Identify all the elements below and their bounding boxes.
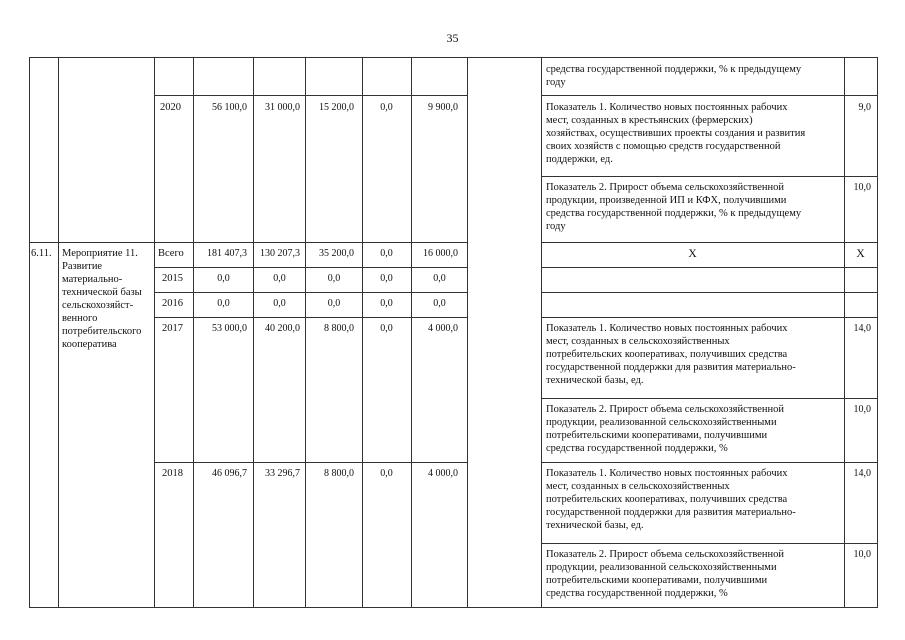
indicator-value: 10,0 [853,549,871,560]
value-cell: 0,0 [380,468,393,479]
measure-name-line: сельскохозяйст- [62,300,134,311]
cross-mark: Х [856,248,865,260]
indicator-text-line: Показатель 2. Прирост объема сельскохозяйственной [546,404,785,415]
year-cell: Всего [158,248,184,259]
indicator-text-line: своих хозяйств с помощью средств государственной [546,141,781,152]
measure-name-line: венного [62,313,98,324]
grid-line [29,57,877,58]
indicator-text-line: средства государственной поддержки, % к предыдущему [546,208,802,219]
grid-line [154,267,467,268]
value-cell: 4 000,0 [428,468,458,479]
value-cell: 0,0 [327,298,341,309]
indicator-text-line: поддержки, ед. [546,154,613,165]
year-cell: 2018 [162,468,183,479]
value-cell: 0,0 [433,273,446,284]
page-number: 35 [446,31,459,45]
indicator-text-line: году [546,221,566,232]
value-cell: 56 100,0 [212,102,247,113]
value-cell: 16 000,0 [423,248,458,259]
value-cell: 46 096,7 [212,468,247,479]
grid-line [541,543,877,544]
measure-name-line: потребительского [62,326,142,337]
indicator-text-line: потребительских кооперативах, получивших средства [546,349,788,360]
measure-name-line: технической базы [62,287,142,298]
grid-line [541,176,877,177]
cross-mark: Х [688,248,697,260]
grid-line [29,607,877,608]
indicator-text-line: продукции, реализованной сельскохозяйственными [546,417,777,428]
grid-line [29,242,467,243]
value-cell: 0,0 [327,273,341,284]
value-cell: 15 200,0 [319,102,354,113]
measure-number: 6.11. [31,248,52,259]
indicator-value: 10,0 [853,404,871,415]
grid-line [58,57,59,608]
year-cell: 2017 [162,323,183,334]
measure-name-line: Мероприятие 11. [62,248,138,259]
value-cell: 8 800,0 [324,323,354,334]
indicator-text-line: хозяйствах, осуществивших проекты создания и развития [546,128,806,139]
value-cell: 0,0 [380,248,393,259]
value-cell: 130 207,3 [260,248,300,259]
indicator-text-line: Показатель 2. Прирост объема сельскохозяйственной [546,182,785,193]
value-cell: 0,0 [380,298,393,309]
indicator-value: 10,0 [853,182,871,193]
measure-name-line: Развитие [62,261,103,272]
indicator-text-line: Показатель 1. Количество новых постоянных рабочих [546,468,788,479]
indicator-text-line: государственной поддержки для развития материально- [546,507,796,518]
indicator-value: 14,0 [853,468,871,479]
indicator-text-line: потребительскими кооперативами, получившими [546,575,768,586]
value-cell: 31 000,0 [265,102,300,113]
value-cell: 181 407,3 [207,248,247,259]
grid-line [541,267,877,268]
indicator-text-line: потребительских кооперативах, получивших средства [546,494,788,505]
year-cell: 2016 [162,298,183,309]
indicator-text-line: технической базы, ед. [546,520,644,531]
grid-line [541,57,542,608]
grid-line [541,317,877,318]
indicator-text-line: мест, созданных в сельскохозяйственных [546,481,730,492]
value-cell: 0,0 [380,273,393,284]
grid-line [154,317,467,318]
value-cell: 0,0 [217,273,230,284]
indicator-text-line: средства государственной поддержки, % к предыдущему [546,64,802,75]
indicator-text-line: мест, созданных в крестьянских (фермерских) [546,115,753,126]
grid-line [467,57,468,608]
measure-name-line: кооператива [62,339,117,350]
grid-line [541,95,877,96]
value-cell: 35 200,0 [319,248,354,259]
value-cell: 40 200,0 [265,323,300,334]
indicator-text-line: средства государственной поддержки, % [546,443,728,454]
indicator-text-line: мест, созданных в сельскохозяйственных [546,336,730,347]
grid-line [877,57,878,608]
indicator-value: 14,0 [853,323,871,334]
year-cell: 2015 [162,273,183,284]
year-cell: 2020 [160,102,181,113]
measure-name-line: материально- [62,274,123,285]
indicator-value: 9,0 [858,102,871,113]
grid-line [154,95,467,96]
indicator-text-line: средства государственной поддержки, % [546,588,728,599]
value-cell: 33 296,7 [265,468,300,479]
indicator-text-line: Показатель 1. Количество новых постоянных рабочих [546,102,788,113]
grid-line [541,292,877,293]
value-cell: 53 000,0 [212,323,247,334]
indicator-text-line: продукции, произведенной ИП и КФХ, получившими [546,195,787,206]
indicator-text-line: продукции, реализованной сельскохозяйственными [546,562,777,573]
grid-line [154,292,467,293]
grid-line [541,462,877,463]
value-cell: 4 000,0 [428,323,458,334]
value-cell: 0,0 [217,298,230,309]
grid-line [541,398,877,399]
value-cell: 0,0 [273,298,286,309]
value-cell: 9 900,0 [428,102,458,113]
value-cell: 0,0 [380,323,393,334]
indicator-text-line: потребительскими кооперативами, получившими [546,430,768,441]
indicator-text-line: государственной поддержки для развития материально- [546,362,796,373]
value-cell: 0,0 [273,273,286,284]
value-cell: 0,0 [380,102,393,113]
indicator-text-line: технической базы, ед. [546,375,644,386]
indicator-text-line: Показатель 1. Количество новых постоянных рабочих [546,323,788,334]
indicator-text-line: году [546,77,566,88]
value-cell: 8 800,0 [324,468,354,479]
grid-line [154,462,467,463]
value-cell: 0,0 [433,298,446,309]
grid-line [29,57,30,608]
grid-line [541,242,877,243]
grid-line [154,57,155,608]
indicator-text-line: Показатель 2. Прирост объема сельскохозяйственной [546,549,785,560]
